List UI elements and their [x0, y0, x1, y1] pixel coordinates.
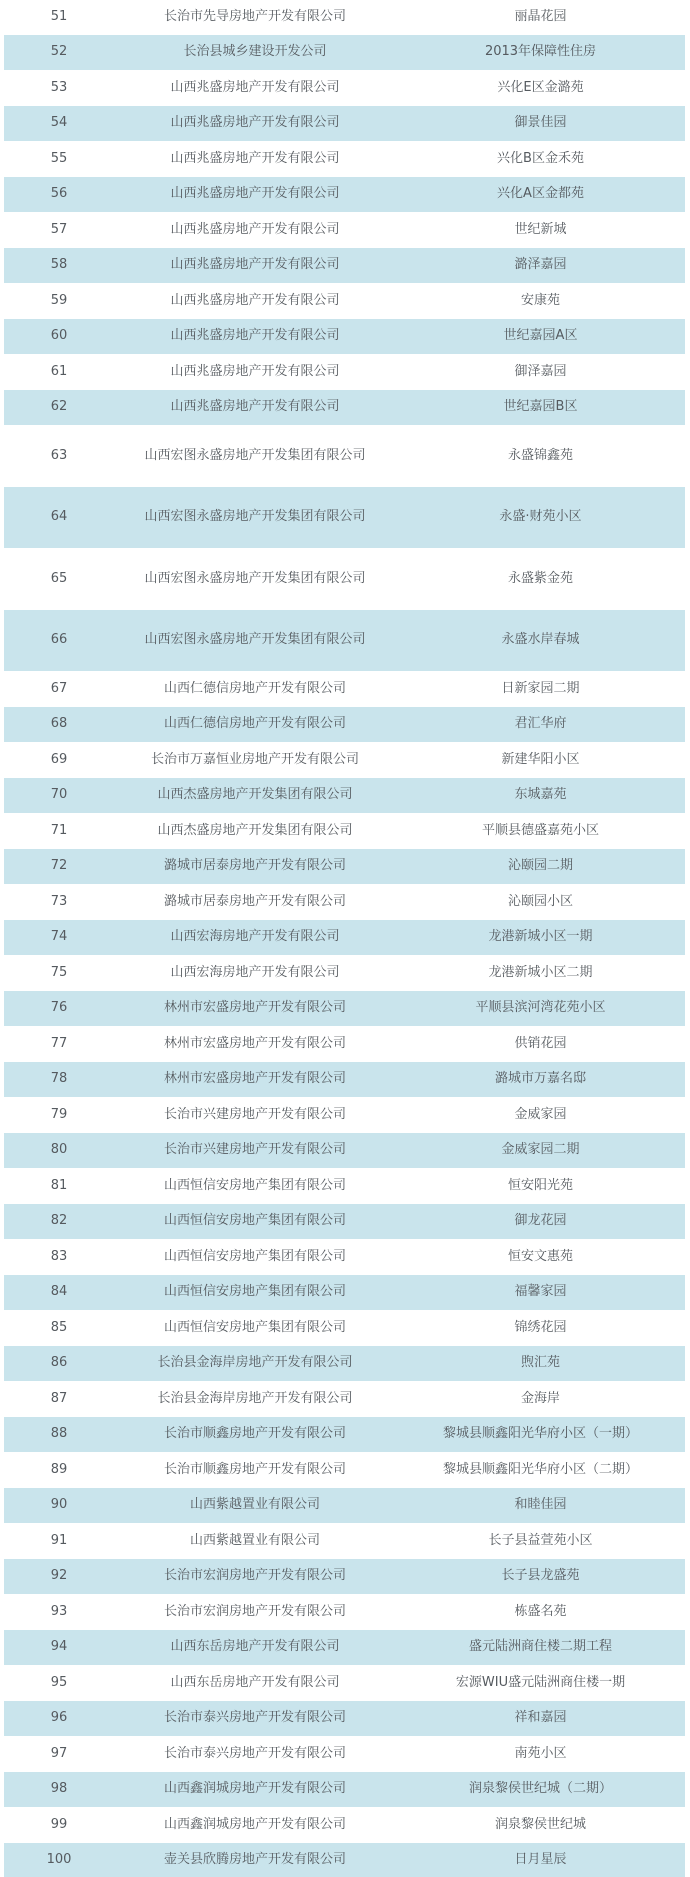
project-name-cell: 君汇华府 — [396, 707, 685, 743]
table-row — [0, 778, 690, 814]
company-name-cell: 长治市万嘉恒业房地产开发有限公司 — [114, 742, 396, 778]
project-name-cell: 龙港新城小区一期 — [396, 920, 685, 956]
company-name-cell: 山西恒信安房地产集团有限公司 — [114, 1168, 396, 1204]
row-number-cell: 66 — [4, 610, 114, 672]
project-name-cell: 润泉黎侯世纪城（二期） — [396, 1772, 685, 1808]
company-name-cell: 长治市宏润房地产开发有限公司 — [114, 1559, 396, 1595]
table-row — [0, 1417, 690, 1453]
table-row — [0, 955, 690, 991]
company-name-cell: 山西东岳房地产开发有限公司 — [114, 1665, 396, 1701]
company-name-cell: 山西宏图永盛房地产开发集团有限公司 — [114, 425, 396, 487]
row-number-cell: 97 — [4, 1736, 114, 1772]
project-name-cell: 沁颐园二期 — [396, 849, 685, 885]
project-name-cell: 世纪嘉园A区 — [396, 319, 685, 355]
table-row — [0, 1630, 690, 1666]
project-name-cell: 金海岸 — [396, 1381, 685, 1417]
project-name-cell: 永盛·财苑小区 — [396, 487, 685, 549]
row-number-cell: 55 — [4, 141, 114, 177]
row-number-cell: 77 — [4, 1026, 114, 1062]
project-name-cell: 龙港新城小区二期 — [396, 955, 685, 991]
company-name-cell: 山西宏图永盛房地产开发集团有限公司 — [114, 487, 396, 549]
project-name-cell: 日月星辰 — [396, 1843, 685, 1877]
project-name-cell: 长子县龙盛苑 — [396, 1559, 685, 1595]
company-name-cell: 山西仁德信房地产开发有限公司 — [114, 707, 396, 743]
row-number-cell: 78 — [4, 1062, 114, 1098]
project-name-cell: 东城嘉苑 — [396, 778, 685, 814]
row-number-cell: 68 — [4, 707, 114, 743]
row-number-cell: 91 — [4, 1523, 114, 1559]
project-name-cell: 福馨家园 — [396, 1275, 685, 1311]
table-row — [0, 671, 690, 707]
project-name-cell: 金威家园二期 — [396, 1133, 685, 1169]
table-row — [0, 283, 690, 319]
row-number-cell: 81 — [4, 1168, 114, 1204]
project-name-cell: 永盛锦鑫苑 — [396, 425, 685, 487]
company-name-cell: 山西宏图永盛房地产开发集团有限公司 — [114, 610, 396, 672]
table-row — [0, 1133, 690, 1169]
company-name-cell: 山西兆盛房地产开发有限公司 — [114, 354, 396, 390]
table-row — [0, 884, 690, 920]
company-name-cell: 长治市顺鑫房地产开发有限公司 — [114, 1452, 396, 1488]
row-number-cell: 65 — [4, 548, 114, 610]
company-name-cell: 长治县金海岸房地产开发有限公司 — [114, 1346, 396, 1382]
table-row — [0, 1381, 690, 1417]
row-number-cell: 79 — [4, 1097, 114, 1133]
row-number-cell: 89 — [4, 1452, 114, 1488]
table-row — [0, 1026, 690, 1062]
row-number-cell: 56 — [4, 177, 114, 213]
table-row — [0, 106, 690, 142]
row-number-cell: 100 — [4, 1843, 114, 1877]
row-number-cell: 60 — [4, 319, 114, 355]
row-number-cell: 84 — [4, 1275, 114, 1311]
row-number-cell: 63 — [4, 425, 114, 487]
table-row — [0, 1168, 690, 1204]
row-number-cell: 88 — [4, 1417, 114, 1453]
row-number-cell: 53 — [4, 70, 114, 106]
company-name-cell: 壶关县欣腾房地产开发有限公司 — [114, 1843, 396, 1877]
company-name-cell: 山西鑫润城房地产开发有限公司 — [114, 1807, 396, 1843]
table-row — [0, 849, 690, 885]
company-name-cell: 长治市兴建房地产开发有限公司 — [114, 1133, 396, 1169]
project-name-cell: 和睦佳园 — [396, 1488, 685, 1524]
project-name-cell: 兴化E区金潞苑 — [396, 70, 685, 106]
table-row — [0, 1346, 690, 1382]
row-number-cell: 95 — [4, 1665, 114, 1701]
project-name-cell: 盛元陆洲商住楼二期工程 — [396, 1630, 685, 1666]
project-name-cell: 平顺县滨河湾花苑小区 — [396, 991, 685, 1027]
company-name-cell: 山西兆盛房地产开发有限公司 — [114, 319, 396, 355]
project-name-cell: 黎城县顺鑫阳光华府小区（二期） — [396, 1452, 685, 1488]
table-row — [0, 141, 690, 177]
table-row — [0, 354, 690, 390]
company-name-cell: 山西紫越置业有限公司 — [114, 1488, 396, 1524]
table-row — [0, 813, 690, 849]
company-name-cell: 长治市顺鑫房地产开发有限公司 — [114, 1417, 396, 1453]
row-number-cell: 96 — [4, 1701, 114, 1737]
company-name-cell: 长治县城乡建设开发公司 — [114, 35, 396, 71]
company-name-cell: 长治市宏润房地产开发有限公司 — [114, 1594, 396, 1630]
row-number-cell: 59 — [4, 283, 114, 319]
project-name-cell: 潞泽嘉园 — [396, 248, 685, 284]
company-name-cell: 长治市兴建房地产开发有限公司 — [114, 1097, 396, 1133]
row-number-cell: 67 — [4, 671, 114, 707]
project-name-cell: 丽晶花园 — [396, 0, 685, 35]
table-row — [0, 707, 690, 743]
company-name-cell: 山西东岳房地产开发有限公司 — [114, 1630, 396, 1666]
table-row — [0, 1062, 690, 1098]
table-row — [0, 0, 690, 35]
project-name-cell: 煦汇苑 — [396, 1346, 685, 1382]
project-name-cell: 沁颐园小区 — [396, 884, 685, 920]
company-name-cell: 山西宏海房地产开发有限公司 — [114, 920, 396, 956]
row-number-cell: 58 — [4, 248, 114, 284]
company-name-cell: 山西兆盛房地产开发有限公司 — [114, 70, 396, 106]
table-row — [0, 610, 690, 672]
table-row — [0, 1452, 690, 1488]
company-name-cell: 山西恒信安房地产集团有限公司 — [114, 1310, 396, 1346]
company-name-cell: 山西杰盛房地产开发集团有限公司 — [114, 813, 396, 849]
company-name-cell: 林州市宏盛房地产开发有限公司 — [114, 1026, 396, 1062]
project-name-cell: 世纪新城 — [396, 212, 685, 248]
table-row — [0, 1701, 690, 1737]
project-name-cell: 世纪嘉园B区 — [396, 390, 685, 426]
table-row — [0, 425, 690, 487]
row-number-cell: 82 — [4, 1204, 114, 1240]
table-row — [0, 548, 690, 610]
project-name-cell: 日新家园二期 — [396, 671, 685, 707]
project-name-cell: 锦绣花园 — [396, 1310, 685, 1346]
row-number-cell: 61 — [4, 354, 114, 390]
company-name-cell: 长治市先导房地产开发有限公司 — [114, 0, 396, 35]
table-row — [0, 1275, 690, 1311]
company-name-cell: 山西兆盛房地产开发有限公司 — [114, 106, 396, 142]
row-number-cell: 72 — [4, 849, 114, 885]
project-name-cell: 永盛紫金苑 — [396, 548, 685, 610]
company-name-cell: 潞城市居泰房地产开发有限公司 — [114, 884, 396, 920]
company-name-cell: 山西恒信安房地产集团有限公司 — [114, 1239, 396, 1275]
project-name-cell: 南苑小区 — [396, 1736, 685, 1772]
row-number-cell: 83 — [4, 1239, 114, 1275]
company-name-cell: 山西兆盛房地产开发有限公司 — [114, 212, 396, 248]
project-name-cell: 润泉黎侯世纪城 — [396, 1807, 685, 1843]
table-row — [0, 1239, 690, 1275]
project-name-cell: 兴化B区金禾苑 — [396, 141, 685, 177]
row-number-cell: 76 — [4, 991, 114, 1027]
project-name-cell: 兴化A区金都苑 — [396, 177, 685, 213]
project-name-cell: 2013年保障性住房 — [396, 35, 685, 71]
company-name-cell: 山西紫越置业有限公司 — [114, 1523, 396, 1559]
table-row — [0, 1594, 690, 1630]
table-row — [0, 742, 690, 778]
table-row — [0, 70, 690, 106]
company-name-cell: 山西恒信安房地产集团有限公司 — [114, 1204, 396, 1240]
company-name-cell: 山西杰盛房地产开发集团有限公司 — [114, 778, 396, 814]
project-name-cell: 御龙花园 — [396, 1204, 685, 1240]
table-row — [0, 1097, 690, 1133]
company-name-cell: 山西兆盛房地产开发有限公司 — [114, 248, 396, 284]
row-number-cell: 64 — [4, 487, 114, 549]
row-number-cell: 62 — [4, 390, 114, 426]
company-name-cell: 潞城市居泰房地产开发有限公司 — [114, 849, 396, 885]
company-name-cell: 林州市宏盛房地产开发有限公司 — [114, 1062, 396, 1098]
project-name-cell: 安康苑 — [396, 283, 685, 319]
row-number-cell: 99 — [4, 1807, 114, 1843]
company-name-cell: 山西宏图永盛房地产开发集团有限公司 — [114, 548, 396, 610]
company-name-cell: 长治县金海岸房地产开发有限公司 — [114, 1381, 396, 1417]
project-name-cell: 栋盛名苑 — [396, 1594, 685, 1630]
project-name-cell: 潞城市万嘉名邸 — [396, 1062, 685, 1098]
row-number-cell: 69 — [4, 742, 114, 778]
table-row — [0, 487, 690, 549]
table-row — [0, 1665, 690, 1701]
table-row — [0, 1310, 690, 1346]
company-name-cell: 长治市泰兴房地产开发有限公司 — [114, 1736, 396, 1772]
row-number-cell: 52 — [4, 35, 114, 71]
row-number-cell: 51 — [4, 0, 114, 35]
table-row — [0, 390, 690, 426]
row-number-cell: 73 — [4, 884, 114, 920]
company-name-cell: 林州市宏盛房地产开发有限公司 — [114, 991, 396, 1027]
project-name-cell: 新建华阳小区 — [396, 742, 685, 778]
table-row — [0, 248, 690, 284]
company-name-cell: 山西兆盛房地产开发有限公司 — [114, 177, 396, 213]
row-number-cell: 74 — [4, 920, 114, 956]
row-number-cell: 85 — [4, 1310, 114, 1346]
project-name-cell: 御景佳园 — [396, 106, 685, 142]
company-name-cell: 长治市泰兴房地产开发有限公司 — [114, 1701, 396, 1737]
row-number-cell: 86 — [4, 1346, 114, 1382]
table-row — [0, 35, 690, 71]
company-name-cell: 山西鑫润城房地产开发有限公司 — [114, 1772, 396, 1808]
row-number-cell: 94 — [4, 1630, 114, 1666]
table-row — [0, 1559, 690, 1595]
table-row — [0, 1488, 690, 1524]
company-name-cell: 山西兆盛房地产开发有限公司 — [114, 390, 396, 426]
project-name-cell: 宏源WIU盛元陆洲商住楼一期 — [396, 1665, 685, 1701]
project-name-cell: 御泽嘉园 — [396, 354, 685, 390]
row-number-cell: 54 — [4, 106, 114, 142]
project-name-cell: 黎城县顺鑫阳光华府小区（一期） — [396, 1417, 685, 1453]
project-name-cell: 平顺县德盛嘉苑小区 — [396, 813, 685, 849]
table-row — [0, 1736, 690, 1772]
table-row — [0, 1204, 690, 1240]
company-name-cell: 山西恒信安房地产集团有限公司 — [114, 1275, 396, 1311]
table-row — [0, 1807, 690, 1843]
table-row — [0, 212, 690, 248]
table-row — [0, 1523, 690, 1559]
row-number-cell: 92 — [4, 1559, 114, 1595]
row-number-cell: 70 — [4, 778, 114, 814]
table-row — [0, 1772, 690, 1808]
table-row — [0, 991, 690, 1027]
company-name-cell: 山西宏海房地产开发有限公司 — [114, 955, 396, 991]
row-number-cell: 87 — [4, 1381, 114, 1417]
project-name-cell: 金威家园 — [396, 1097, 685, 1133]
table-row — [0, 319, 690, 355]
project-name-cell: 供销花园 — [396, 1026, 685, 1062]
project-name-cell: 祥和嘉园 — [396, 1701, 685, 1737]
row-number-cell: 57 — [4, 212, 114, 248]
project-name-cell: 长子县益萱苑小区 — [396, 1523, 685, 1559]
row-number-cell: 98 — [4, 1772, 114, 1808]
row-number-cell: 75 — [4, 955, 114, 991]
table-row — [0, 920, 690, 956]
row-number-cell: 71 — [4, 813, 114, 849]
table-row — [0, 177, 690, 213]
project-name-cell: 恒安阳光苑 — [396, 1168, 685, 1204]
row-number-cell: 93 — [4, 1594, 114, 1630]
row-number-cell: 90 — [4, 1488, 114, 1524]
company-name-cell: 山西兆盛房地产开发有限公司 — [114, 283, 396, 319]
project-name-cell: 恒安文惠苑 — [396, 1239, 685, 1275]
table-row — [0, 1843, 690, 1877]
company-name-cell: 山西仁德信房地产开发有限公司 — [114, 671, 396, 707]
project-name-cell: 永盛水岸春城 — [396, 610, 685, 672]
company-name-cell: 山西兆盛房地产开发有限公司 — [114, 141, 396, 177]
row-number-cell: 80 — [4, 1133, 114, 1169]
